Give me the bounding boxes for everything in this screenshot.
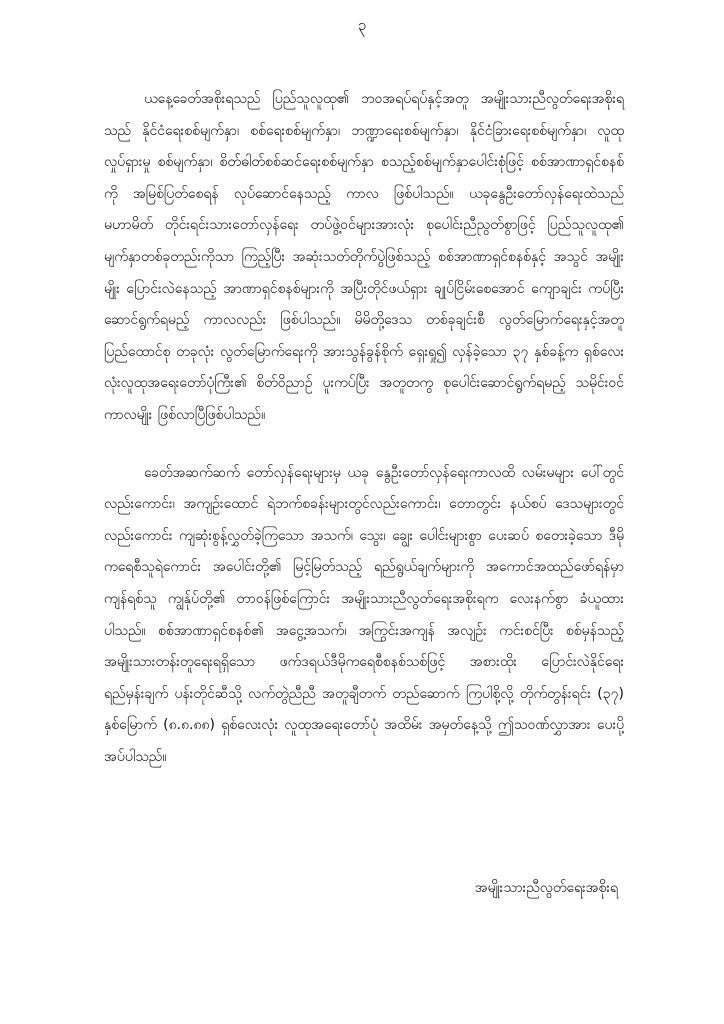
paragraph-1: ယနေ့ခေတ်အစိုးရသည် ပြည်သူလူထု၏ ဘဝအရပ်ရပ်နှင့်အတူ အမျိုးသားညီလွတ်ရေးအစိုးရသည် နိုင်ငံရေးစစ်မျက်နှာ၊ စစ်ရေးစစ်မျက်နှာ၊ ဘဏ္ဍာရေးစစ်မျက်နှာ၊ နိုင်ငံခြားရေးစစ်မျက်နှာ၊ လူထုလှုပ်ရှားမှု စစ်မျက်နှာ၊ စိတ်ဓါတ်စစ်ဆင်ရေးစစ်မျက်နှာ စသည့်စစ်မျက်နှာပေါင်းစုံဖြင့် စစ်အာဏာရှင်စနစ်ကို အမြစ်ပြတ်စေရန် လုပ်ဆောင်နေသည့် ကာလ ဖြစ်ပါသည်။ ယခုနွေဦးတော်လှန်ရေးထဲသည် မဟာမိတ် တိုင်းရင်းသားတော်လှန်ရေး တပ်ဖွဲ့ဝင်များအားလုံး စုပေါင်းညီညွတ်စွာဖြင့် ပြည်သူလူထု၏ မျက်နှာတစ်ခုတည်းကိုသာ ကြည့်ပြီး အဆုံးသတ်တိုက်ပွဲဖြစ်သည့် စစ်အာဏာရှင်စနစ်နှင့် အသွင် အမျိုးမျိုး ပြောင်းလဲနေသည့် အာဏာရှင်စနစ်များကို အပြီးတိုင်ဖယ်ရှား ချုပ်ငြိမ်းစေအောင် ကျောချင်း ကပ်ပြီး ဆောင်ရွက်ရမည့် ကာလလည်း ဖြစ်ပါသည်။ မိမိတို့ဒေသ တစ်ခုချင်းစီ လွတ်မြောက်ရေးနှင့်အတူ ပြည်ထောင်စု တခုလုံး လွတ်မြောက်ရေးကို အားသွန်ခွန်စိုက် ရှေးရှု၍ လှန်ခဲ့သော ၃၇ နှစ်ခန့်က ရှစ်လေးလုံးလူထုအရေးတော်ပုံကြီး၏ စိတ်ဝိညာဉ် ပူးကပ်ပြီး အတူတကွ စုပေါင်းဆောင်ရွက်ရမည့် သမိုင်းဝင်ကာလမျိုး ဖြစ်လာပြီဖြစ်ပါသည်။ <box>104 91 624 423</box>
signature-line: အမျိုးသားညီလွတ်ရေးအစိုးရ <box>474 880 618 896</box>
document-body <box>104 84 624 773</box>
page-number: ၃ <box>357 16 367 34</box>
paragraph-2: ခေတ်အဆက်ဆက် တော်လှန်ရေးများမှ ယခု နွေဦးတော်လှန်ရေးကာလထိ လမ်းမများ ပေါ်တွင်လည်းကောင်း၊ အကျဉ်းထောင် ရဲဘက်စခန်းများတွင်လည်းကောင်း၊ တောတွင်း နယ်စပ် ဒေသများတွင်လည်းကောင်း ကျဆုံးစွန့်လွှတ်ခဲ့ကြသော အသက်၊ သွေး၊ ချွေး ပေါင်းများစွာ ပေးဆပ် စတေးခဲ့သော ဒီမိုကရေစီသူရဲကောင်း အပေါင်းတို့၏ မြင့်မြတ်သည့် ရည်ရွယ်ချက်များကို အကောင်အထည်ဖော်ရန်မှာ ကျန်ရစ်သူ ကျွန်ုပ်တို့၏ တာဝန်ဖြစ်ကြောင်း အမျိုးသားညီလွတ်ရေးအစိုးရက လေးနက်စွာ ခံယူထားပါသည်။ စစ်အာဏာရှင်စနစ်၏ အငွေ့အသက်၊ အကြွင်းအကျန် အလျဉ်း ကင်းစင်ပြီး စစ်မှန်သည့် အမျိုးသားတန်းတူရေးရရှိသော ဖက်ဒရယ်ဒီမိုကရေစီစနစ်သစ်ဖြင့် အစားထိုး ပြောင်းလဲနိုင်ရေး ရည်မှန်းချက် ပန်းတိုင်ဆီသို့ လက်တွဲညီညီ အတူချီတက် တည်ဆောက် ကြပါစို့လို့ တိုက်တွန်းရင်း (၃၇) နှစ်မြောက် (၈.၈.၈၈) ရှစ်လေးလုံး လူထုအရေးတော်ပုံ အထိမ်း အမှတ်နေ့သို့ ဤသဝဏ်လွှာအား ပေးပို့အပ်ပါသည်။ <box>104 464 624 765</box>
